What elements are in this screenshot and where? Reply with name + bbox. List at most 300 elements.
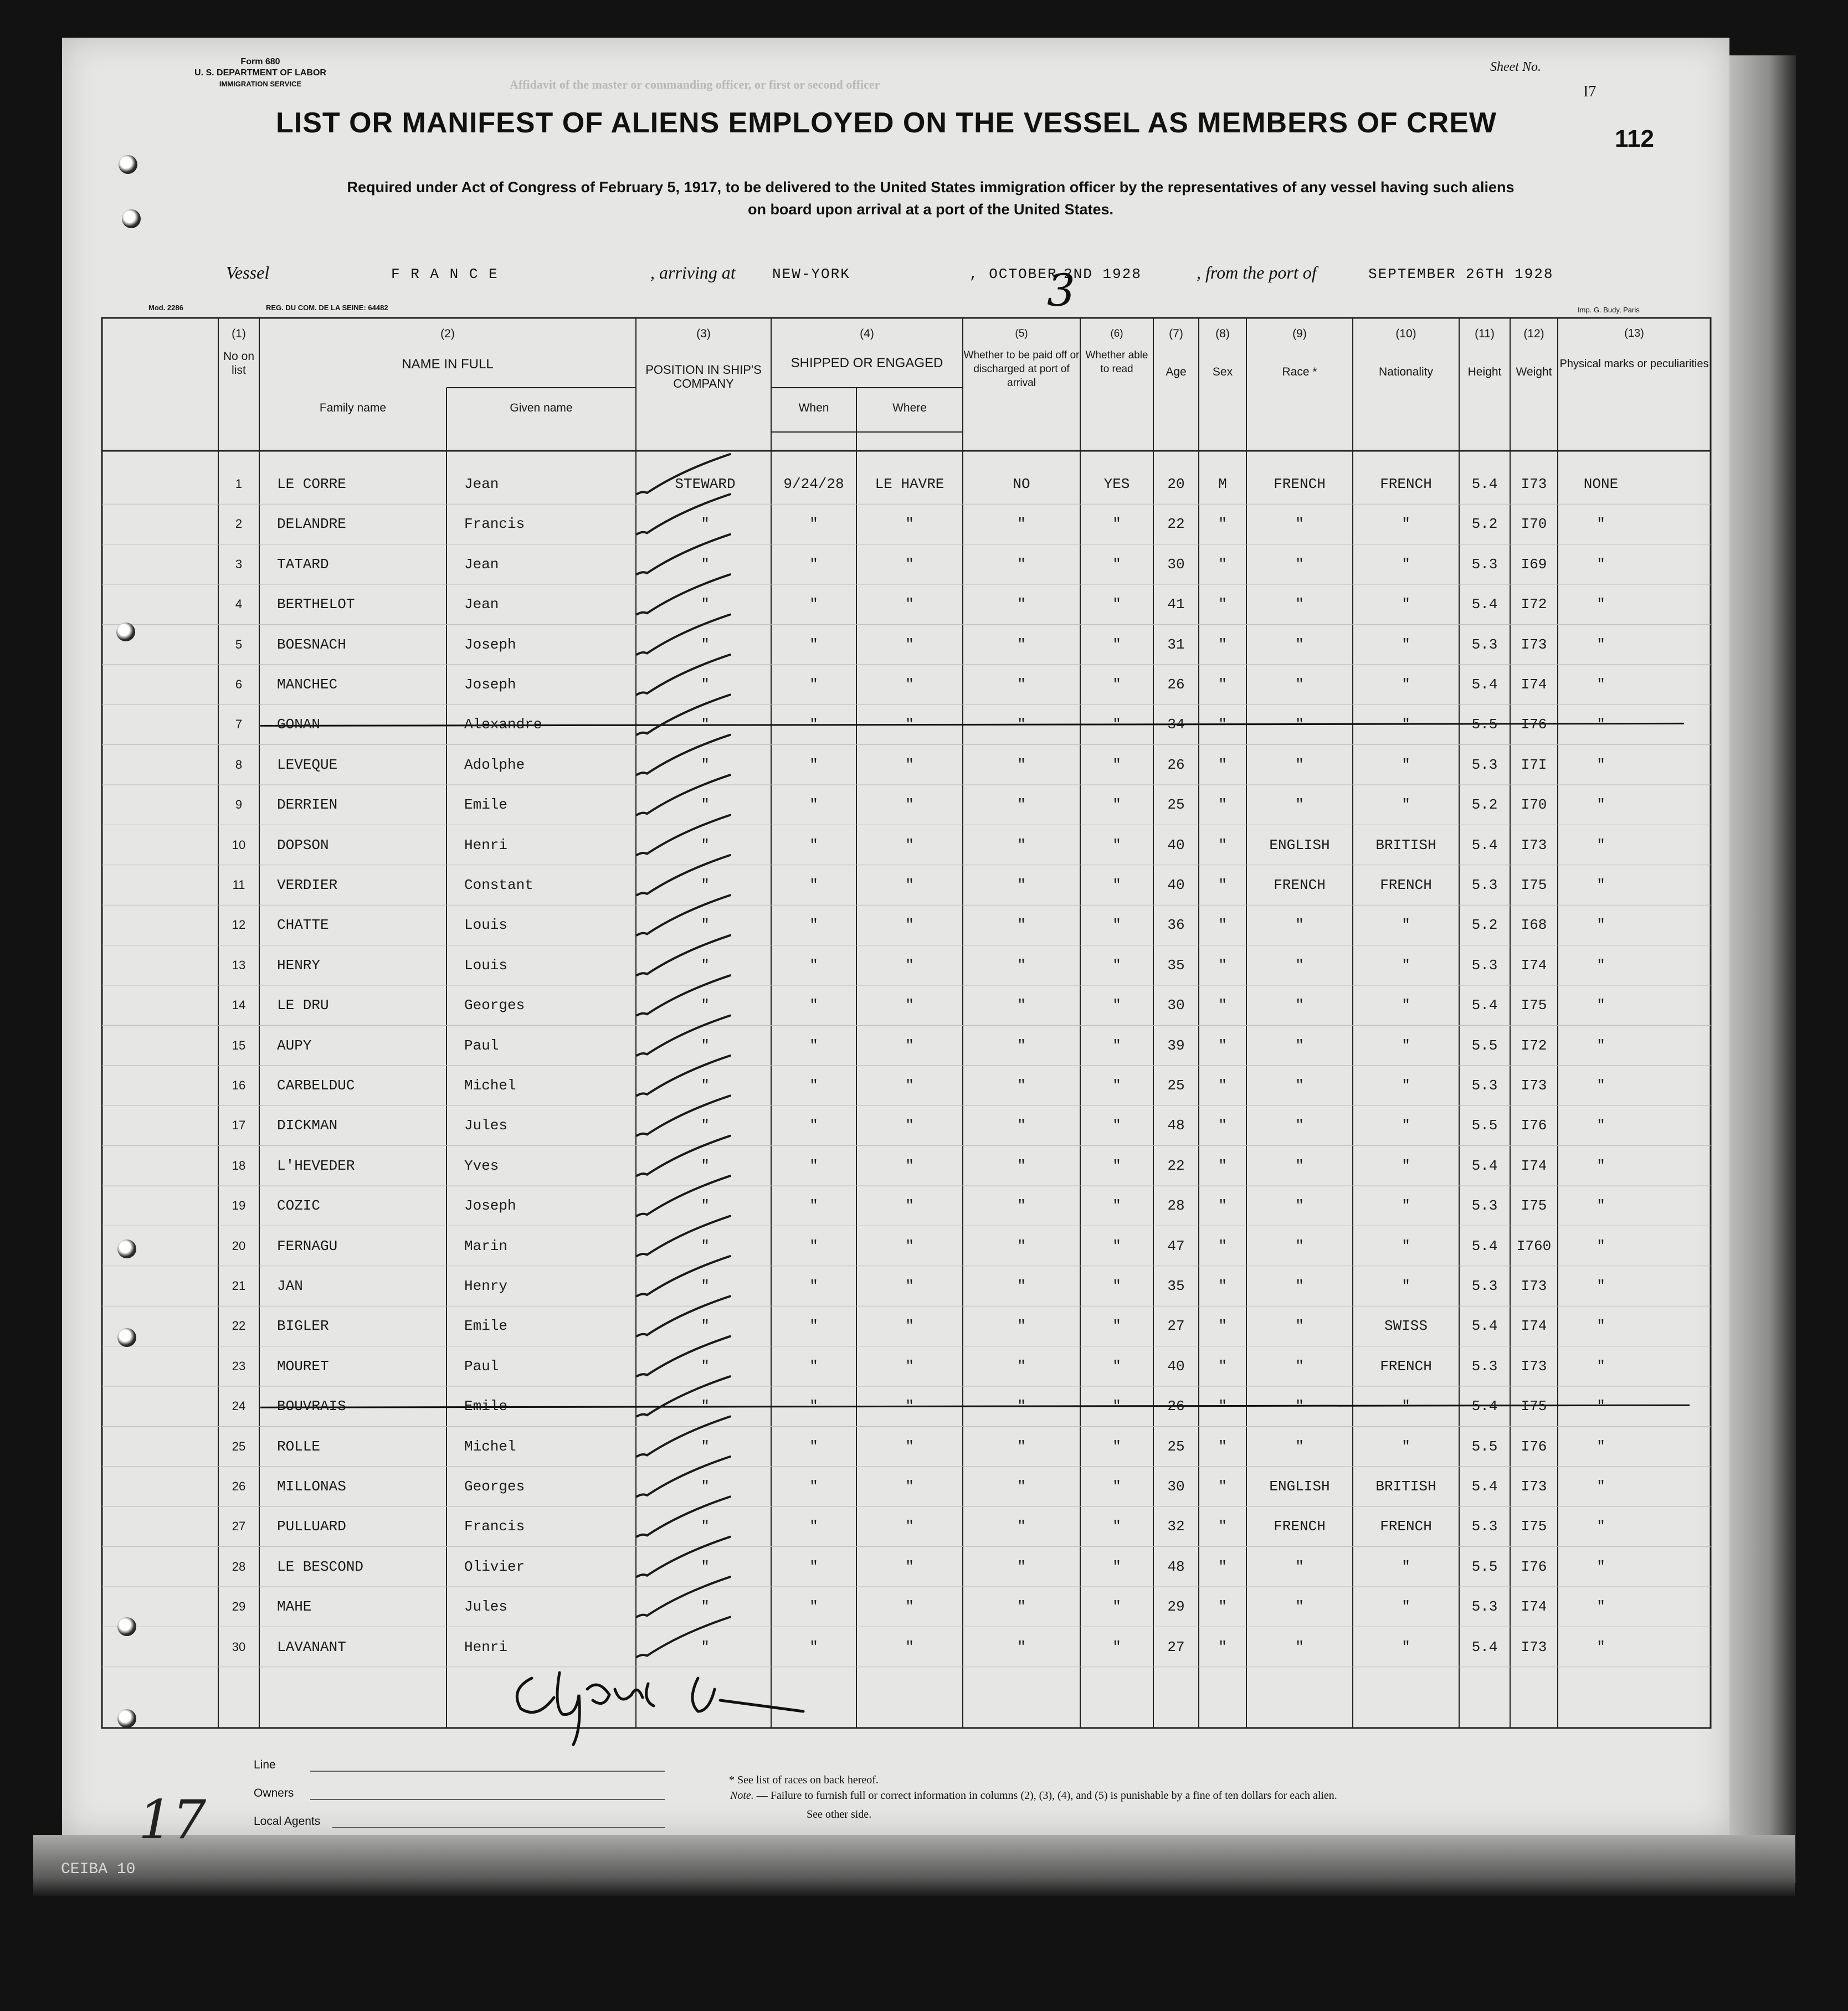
family-name: FERNAGU — [277, 1237, 338, 1254]
paid-off: " — [1017, 1237, 1026, 1254]
race: " — [1295, 756, 1304, 773]
nationality: " — [1402, 756, 1410, 773]
age: 27 — [1167, 1318, 1185, 1335]
shipped-when: " — [809, 716, 818, 733]
physical-marks: " — [1597, 1438, 1605, 1455]
age: 35 — [1167, 956, 1185, 974]
paid-off: NO — [1013, 476, 1030, 492]
punch-hole — [119, 155, 137, 174]
nationality: " — [1402, 1117, 1410, 1134]
race: " — [1295, 596, 1304, 613]
able-to-read: " — [1112, 917, 1121, 934]
able-to-read: " — [1112, 1398, 1121, 1415]
paid-off: " — [1017, 1318, 1026, 1335]
shipped-where: " — [905, 596, 914, 613]
weight: I76 — [1521, 1558, 1547, 1575]
sex: " — [1218, 1598, 1227, 1616]
physical-marks: " — [1597, 1638, 1605, 1655]
nationality: " — [1402, 1197, 1410, 1215]
age: 48 — [1167, 1117, 1185, 1134]
punch-hole — [117, 1239, 136, 1258]
race: " — [1295, 636, 1304, 653]
form-number: Form 680 — [240, 57, 280, 66]
row-number: 5 — [235, 637, 243, 651]
sex: " — [1218, 1237, 1227, 1254]
shipped-where: LE HAVRE — [875, 476, 944, 492]
col9-number: (9) — [1292, 327, 1307, 340]
physical-marks: " — [1597, 1318, 1605, 1335]
sheet-number-label: Sheet No. — [1490, 60, 1541, 74]
able-to-read: " — [1112, 796, 1121, 814]
nationality: " — [1402, 956, 1410, 974]
paid-off: " — [1017, 1398, 1026, 1415]
weight: I74 — [1521, 1598, 1547, 1616]
sheet-number-value: I7 — [1583, 83, 1597, 100]
physical-marks: " — [1597, 1197, 1605, 1215]
height: 5.2 — [1471, 796, 1498, 814]
able-to-read: " — [1112, 1638, 1121, 1655]
col13-label: Physical marks or peculiarities — [1559, 358, 1709, 370]
able-to-read: " — [1112, 1318, 1121, 1335]
shipped-where: " — [905, 917, 914, 934]
able-to-read: " — [1112, 1117, 1121, 1134]
height: 5.4 — [1471, 1318, 1498, 1335]
col2-family-header: Family name — [319, 402, 387, 414]
family-name: HENRY — [277, 956, 321, 974]
age: 34 — [1167, 716, 1185, 733]
page-title: LIST OR MANIFEST OF ALIENS EMPLOYED ON THE VESSEL AS MEMBERS OF CREW — [276, 107, 1497, 139]
race: " — [1295, 676, 1304, 693]
race: " — [1295, 1278, 1304, 1294]
able-to-read: " — [1112, 1157, 1121, 1174]
family-name: DERRIEN — [277, 796, 338, 814]
height: 5.3 — [1471, 756, 1498, 773]
weight: I73 — [1521, 636, 1547, 653]
paid-off: " — [1017, 917, 1026, 934]
physical-marks: " — [1597, 716, 1605, 733]
race: FRENCH — [1274, 1518, 1326, 1535]
physical-marks: " — [1597, 1558, 1605, 1575]
family-name: TATARD — [277, 556, 329, 573]
age: 30 — [1167, 997, 1185, 1014]
able-to-read: " — [1112, 1558, 1121, 1575]
nationality: BRITISH — [1375, 836, 1436, 853]
weight: I74 — [1521, 956, 1547, 974]
shipped-when: " — [809, 1438, 818, 1455]
given-name: Joseph — [464, 676, 516, 693]
height: 5.3 — [1471, 1518, 1498, 1535]
row-number: 6 — [235, 677, 243, 691]
paid-off: " — [1017, 1478, 1026, 1495]
shipped-when: " — [809, 956, 818, 974]
row-number: 3 — [235, 557, 243, 571]
weight: I69 — [1521, 556, 1547, 573]
family-name: VERDIER — [277, 877, 338, 893]
col11-number: (11) — [1475, 327, 1495, 340]
family-name: MAHE — [277, 1598, 312, 1616]
height: 5.4 — [1471, 1157, 1498, 1174]
col11-label: Height — [1467, 366, 1502, 378]
race: " — [1295, 796, 1304, 814]
paid-off: " — [1017, 756, 1026, 773]
weight: I75 — [1521, 1518, 1547, 1535]
sex: " — [1218, 636, 1227, 653]
able-to-read: " — [1112, 716, 1121, 733]
shipped-where: " — [905, 1037, 914, 1054]
shipped-when: " — [809, 877, 818, 893]
race: FRENCH — [1274, 877, 1326, 893]
paid-off: " — [1017, 1558, 1026, 1575]
shipped-when: " — [809, 516, 818, 533]
family-name: BERTHELOT — [277, 596, 355, 613]
height: 5.3 — [1471, 556, 1498, 573]
height: 5.4 — [1471, 1237, 1498, 1254]
able-to-read: " — [1112, 1478, 1121, 1495]
position: " — [701, 556, 710, 573]
weight: I74 — [1521, 1157, 1547, 1174]
row-number: 25 — [232, 1439, 246, 1453]
weight: I75 — [1521, 1398, 1547, 1415]
race-footnote: * See list of races on back hereof. — [729, 1774, 879, 1786]
row-number: 23 — [232, 1359, 246, 1373]
able-to-read: " — [1112, 1278, 1121, 1294]
weight: I7I — [1521, 756, 1547, 773]
paid-off: " — [1017, 1278, 1026, 1294]
physical-marks: " — [1597, 877, 1605, 893]
race: " — [1295, 1157, 1304, 1174]
printer-label: Imp. G. Budy, Paris — [1578, 306, 1640, 314]
see-other-side: See other side. — [807, 1808, 872, 1820]
given-name: Louis — [464, 956, 508, 974]
race: " — [1295, 997, 1304, 1014]
row-number: 12 — [232, 918, 246, 932]
age: 26 — [1167, 1398, 1185, 1415]
arrival-day: 2ND 1928 — [1064, 266, 1142, 282]
position: " — [701, 997, 710, 1014]
col12-number: (12) — [1523, 327, 1544, 340]
weight: I72 — [1521, 596, 1547, 613]
row-number: 2 — [235, 517, 243, 531]
paid-off: " — [1017, 596, 1026, 613]
able-to-read: " — [1112, 836, 1121, 853]
age: 22 — [1167, 516, 1185, 533]
col4-when-header: When — [798, 402, 829, 414]
col8-label: Sex — [1212, 366, 1233, 378]
age: 27 — [1167, 1638, 1185, 1655]
position: " — [701, 756, 710, 773]
family-name: MOURET — [277, 1357, 329, 1375]
physical-marks: NONE — [1583, 476, 1619, 492]
row-number: 10 — [232, 837, 246, 852]
height: 5.2 — [1471, 917, 1498, 934]
nationality: " — [1402, 917, 1410, 934]
position: " — [701, 1438, 710, 1455]
given-name: Henri — [464, 1638, 508, 1655]
col7-label: Age — [1166, 366, 1187, 378]
age: 28 — [1167, 1197, 1185, 1215]
given-name: Olivier — [464, 1558, 525, 1575]
position: " — [701, 917, 710, 934]
shipped-when: 9/24/28 — [783, 476, 844, 492]
nationality: " — [1402, 1157, 1410, 1174]
weight: I75 — [1521, 997, 1547, 1014]
family-name: BOUVRAIS — [277, 1398, 346, 1415]
weight: I76 — [1521, 716, 1547, 733]
position: " — [701, 1398, 710, 1415]
race: " — [1295, 716, 1304, 733]
family-name: LEVEQUE — [277, 756, 338, 773]
height: 5.3 — [1471, 636, 1498, 653]
shipped-where: " — [905, 1077, 914, 1094]
service-label: IMMIGRATION SERVICE — [219, 80, 302, 88]
shipped-where: " — [905, 1638, 914, 1655]
height: 5.4 — [1471, 836, 1498, 853]
physical-marks: " — [1597, 956, 1605, 974]
shipped-when: " — [809, 1197, 818, 1215]
sex: " — [1218, 1077, 1227, 1094]
family-name: LE DRU — [277, 997, 329, 1014]
nationality: " — [1402, 796, 1410, 814]
nationality: FRENCH — [1380, 1357, 1432, 1375]
sex: " — [1218, 836, 1227, 853]
height: 5.3 — [1471, 1278, 1498, 1294]
height: 5.4 — [1471, 1478, 1498, 1495]
family-name: MANCHEC — [277, 676, 338, 693]
given-name: Jules — [464, 1598, 508, 1616]
family-name: DOPSON — [277, 836, 329, 853]
physical-marks: " — [1597, 1077, 1605, 1094]
age: 26 — [1167, 756, 1185, 773]
col7-number: (7) — [1169, 327, 1183, 340]
family-name: LAVANANT — [277, 1638, 346, 1655]
sex: " — [1218, 756, 1227, 773]
given-name: Joseph — [464, 636, 516, 653]
age: 40 — [1167, 1357, 1185, 1375]
given-name: Alexandre — [464, 716, 542, 733]
able-to-read: " — [1112, 636, 1121, 653]
race: " — [1295, 1598, 1304, 1616]
shipped-when: " — [809, 676, 818, 693]
shipped-where: " — [905, 516, 914, 533]
row-number: 17 — [232, 1118, 246, 1133]
nationality: " — [1402, 716, 1410, 733]
shipped-where: " — [905, 636, 914, 653]
col10-number: (10) — [1395, 327, 1416, 340]
arriving-label: , arriving at — [650, 263, 736, 282]
row-number: 13 — [232, 958, 246, 972]
shipped-where: " — [905, 1357, 914, 1375]
given-name: Jean — [464, 476, 499, 492]
local-agents-label: Local Agents — [254, 1815, 321, 1828]
nationality: " — [1402, 636, 1410, 653]
weight: I70 — [1521, 796, 1547, 814]
weight: I75 — [1521, 1197, 1547, 1215]
shipped-where: " — [905, 1237, 914, 1254]
nationality: " — [1402, 1278, 1410, 1294]
family-name: DELANDRE — [277, 516, 346, 533]
shipped-when: " — [809, 1117, 818, 1134]
row-number: 22 — [232, 1319, 246, 1333]
row-number: 14 — [232, 998, 246, 1012]
height: 5.5 — [1471, 716, 1498, 733]
able-to-read: " — [1112, 1237, 1121, 1254]
row-number: 24 — [232, 1399, 246, 1413]
family-name: CHATTE — [277, 917, 329, 934]
family-name: LE CORRE — [277, 476, 346, 492]
weight: I760 — [1516, 1237, 1552, 1254]
col12-label: Weight — [1516, 366, 1552, 378]
shipped-when: " — [809, 796, 818, 814]
sex: " — [1218, 1558, 1227, 1575]
physical-marks: " — [1597, 756, 1605, 773]
row-number: 19 — [232, 1199, 246, 1213]
col6-number: (6) — [1110, 328, 1123, 340]
position: " — [701, 1237, 710, 1254]
punch-hole — [117, 1617, 136, 1636]
height: 5.3 — [1471, 1598, 1498, 1616]
race: " — [1295, 516, 1304, 533]
punch-hole — [117, 1328, 136, 1347]
weight: I73 — [1521, 1077, 1547, 1094]
paid-off: " — [1017, 956, 1026, 974]
handwritten-number: 17 — [138, 1789, 207, 1851]
position: " — [701, 1117, 710, 1134]
shipped-when: " — [809, 556, 818, 573]
able-to-read: " — [1112, 956, 1121, 974]
able-to-read: " — [1112, 877, 1121, 893]
shipped-where: " — [905, 836, 914, 853]
weight: I73 — [1521, 476, 1547, 492]
shipped-when: " — [809, 756, 818, 773]
sex: M — [1218, 476, 1227, 492]
paid-off: " — [1017, 1438, 1026, 1455]
given-name: Emile — [464, 1318, 508, 1335]
col5-label: Whether to be paid off or discharged at port of arrival — [963, 349, 1080, 389]
sex: " — [1218, 1318, 1227, 1335]
able-to-read: " — [1112, 1518, 1121, 1535]
race: " — [1295, 1197, 1304, 1215]
nationality: FRENCH — [1380, 476, 1432, 492]
subtitle-line-1: Required under Act of Congress of February 5, 1917, to be delivered to the United States immigration officer by the representatives of any vessel having such aliens — [347, 179, 1515, 196]
position: STEWARD — [675, 476, 736, 492]
given-name: Francis — [464, 1518, 525, 1535]
row-number: 26 — [232, 1479, 246, 1493]
height: 5.3 — [1471, 1077, 1498, 1094]
sex: " — [1218, 1478, 1227, 1495]
height: 5.5 — [1471, 1558, 1498, 1575]
position: " — [701, 877, 710, 893]
physical-marks: " — [1597, 1478, 1605, 1495]
family-name: COZIC — [277, 1197, 321, 1215]
punch-hole — [116, 623, 135, 641]
family-name: GONAN — [277, 716, 321, 733]
given-name: Georges — [464, 1478, 525, 1495]
paid-off: " — [1017, 1077, 1026, 1094]
given-name: Henri — [464, 836, 508, 853]
position: " — [701, 1077, 710, 1094]
race: " — [1295, 1117, 1304, 1134]
row-number: 21 — [232, 1279, 246, 1293]
age: 20 — [1167, 476, 1185, 492]
able-to-read: " — [1112, 1197, 1121, 1215]
age: 47 — [1167, 1237, 1185, 1254]
shipped-when: " — [809, 1077, 818, 1094]
physical-marks: " — [1597, 1237, 1605, 1254]
position: " — [701, 516, 710, 533]
physical-marks: " — [1597, 1357, 1605, 1375]
shipped-when: " — [809, 1598, 818, 1616]
paid-off: " — [1017, 1598, 1026, 1616]
physical-marks: " — [1597, 636, 1605, 653]
sex: " — [1218, 1278, 1227, 1294]
age: 30 — [1167, 1478, 1185, 1495]
shipped-where: " — [905, 676, 914, 693]
shipped-when: " — [809, 1638, 818, 1655]
age: 30 — [1167, 556, 1185, 573]
given-name: Emile — [464, 1398, 508, 1415]
shipped-when: " — [809, 636, 818, 653]
able-to-read: " — [1112, 1077, 1121, 1094]
family-name: CARBELDUC — [277, 1077, 355, 1094]
sex: " — [1218, 917, 1227, 934]
paid-off: " — [1017, 676, 1026, 693]
height: 5.4 — [1471, 476, 1498, 492]
height: 5.4 — [1471, 997, 1498, 1014]
family-name: ROLLE — [277, 1438, 321, 1455]
row-number: 18 — [232, 1158, 246, 1172]
col5-number: (5) — [1015, 328, 1028, 340]
race: " — [1295, 1237, 1304, 1254]
given-name: Michel — [464, 1438, 516, 1455]
sex: " — [1218, 676, 1227, 693]
position: " — [701, 676, 710, 693]
position: " — [701, 596, 710, 613]
physical-marks: " — [1597, 1117, 1605, 1134]
weight: I74 — [1521, 1318, 1547, 1335]
weight: I76 — [1521, 1438, 1547, 1455]
age: 39 — [1167, 1037, 1185, 1054]
race: " — [1295, 917, 1304, 934]
given-name: Adolphe — [464, 756, 525, 773]
height: 5.2 — [1471, 516, 1498, 533]
family-name: BIGLER — [277, 1318, 329, 1335]
age: 25 — [1167, 796, 1185, 814]
weight: I72 — [1521, 1037, 1547, 1054]
sex: " — [1218, 1518, 1227, 1535]
col4-label: SHIPPED OR ENGAGED — [790, 356, 943, 371]
able-to-read: " — [1112, 756, 1121, 773]
weight: I76 — [1521, 1117, 1547, 1134]
shipped-when: " — [809, 997, 818, 1014]
row-number: 20 — [232, 1238, 246, 1253]
arriving-port: NEW-YORK — [772, 266, 850, 282]
shipped-where: " — [905, 756, 914, 773]
given-name: Constant — [464, 877, 533, 893]
sex: " — [1218, 796, 1227, 814]
family-name: PULLUARD — [277, 1518, 346, 1535]
paid-off: " — [1017, 516, 1026, 533]
height: 5.3 — [1471, 956, 1498, 974]
shipped-when: " — [809, 1157, 818, 1174]
age: 29 — [1167, 1598, 1185, 1616]
position: " — [701, 1278, 710, 1294]
race: " — [1295, 1077, 1304, 1094]
nationality: " — [1402, 596, 1410, 613]
height: 5.4 — [1471, 1398, 1498, 1415]
height: 5.4 — [1471, 1638, 1498, 1655]
shipped-when: " — [809, 1478, 818, 1495]
physical-marks: " — [1597, 1598, 1605, 1616]
